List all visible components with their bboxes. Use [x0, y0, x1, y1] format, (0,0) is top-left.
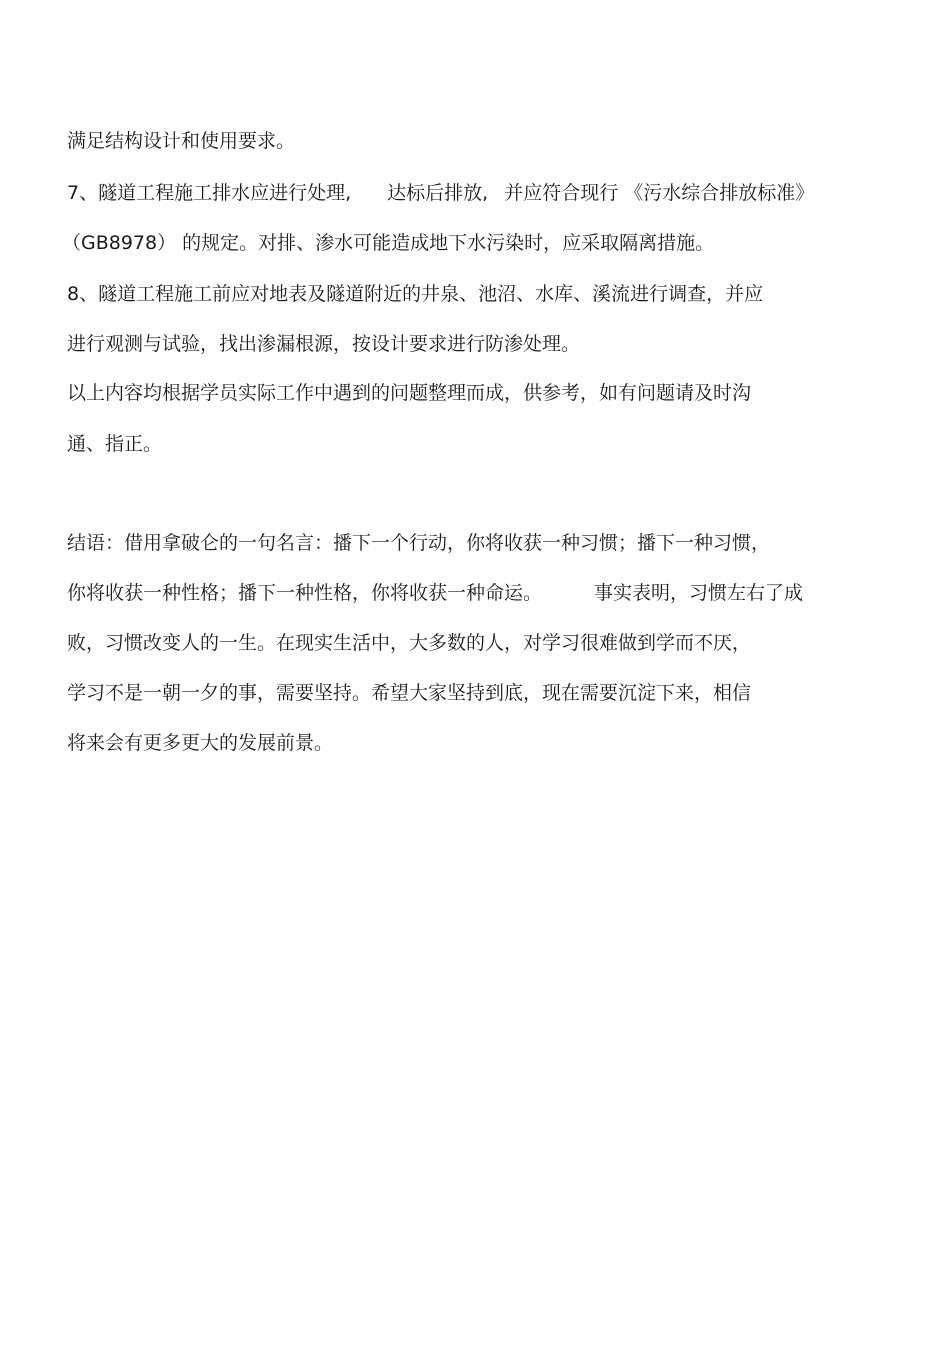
conclusion-line-5: 将来会有更多更大的发展前景。: [67, 732, 334, 754]
item-7-part-2: 达标后排放,: [387, 182, 489, 204]
item-7-part-3: 并应符合现行 《污水综合排放标准》: [504, 182, 815, 204]
item-7-part-1: 7、隧道工程施工排水应进行处理,: [67, 182, 352, 204]
conclusion-line-2: [67, 580, 803, 606]
paragraph-line-2: [67, 180, 814, 206]
conclusion-line-4: 学习不是一朝一夕的事，需要坚持。希望大家坚持到底，现在需要沉淀下来，相信: [67, 682, 752, 704]
conclusion-line-3: 败，习惯改变人的一生。在现实生活中，大多数的人，对学习很难做到学而不厌，: [67, 632, 752, 654]
conclusion-line-2-part-1: 你将收获一种性格；播下一种性格，你将收获一种命运。: [67, 582, 543, 604]
conclusion-line-2-part-2: 事实表明，习惯左右了成: [594, 582, 804, 604]
paragraph-line-4: 8、隧道工程施工前应对地表及隧道附近的井泉、池沼、水库、溪流进行调查，并应: [67, 283, 764, 305]
conclusion-line-1: 结语：借用拿破仑的一句名言：播下一个行动，你将收获一种习惯；播下一种习惯，: [67, 532, 771, 554]
paragraph-line-5: 进行观测与试验，找出渗漏根源，按设计要求进行防渗处理。: [67, 333, 581, 355]
paragraph-line-3: （GB8978） 的规定。对排、渗水可能造成地下水污染时，应采取隔离措施。: [62, 232, 715, 254]
paragraph-line-7: 通、指正。: [67, 433, 163, 455]
paragraph-line-6: 以上内容均根据学员实际工作中遇到的问题整理而成，供参考，如有问题请及时沟: [67, 382, 752, 404]
paragraph-line-1: 满足结构设计和使用要求。: [67, 130, 296, 152]
